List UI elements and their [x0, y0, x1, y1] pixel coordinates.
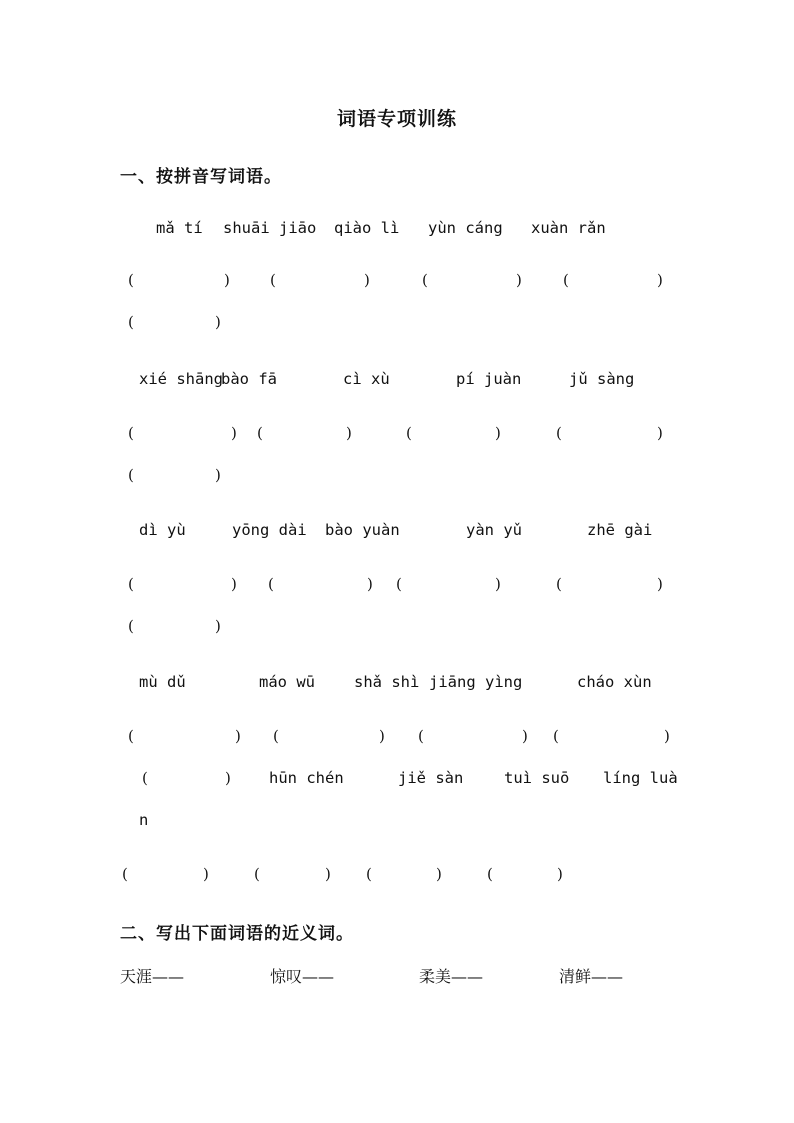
close-paren: ): [364, 271, 370, 289]
open-paren: (: [128, 424, 134, 442]
open-paren: (: [128, 617, 134, 635]
pinyin-item: cì xù: [343, 370, 390, 388]
close-paren: ): [664, 727, 670, 745]
open-paren: (: [257, 424, 263, 442]
answer-row-1b: [0, 313, 794, 337]
open-paren: (: [142, 769, 148, 787]
answer-row-5: [0, 865, 794, 889]
open-paren: (: [556, 575, 562, 593]
pinyin-row-5-wrap: [0, 811, 794, 835]
open-paren: (: [128, 727, 134, 745]
pinyin-row-5: [0, 769, 794, 793]
pinyin-item: yàn yǔ: [466, 521, 522, 539]
close-paren: ): [225, 769, 231, 787]
open-paren: (: [487, 865, 493, 883]
synonym-word: 柔美——: [419, 967, 484, 986]
pinyin-item: bào fā: [221, 370, 277, 388]
open-paren: (: [273, 727, 279, 745]
close-paren: ): [346, 424, 352, 442]
pinyin-item: cháo xùn: [577, 673, 652, 691]
pinyin-item: xié shāng: [139, 370, 223, 388]
open-paren: (: [128, 466, 134, 484]
close-paren: ): [495, 424, 501, 442]
open-paren: (: [128, 313, 134, 331]
close-paren: ): [495, 575, 501, 593]
pinyin-item: mǎ tí: [156, 219, 203, 237]
open-paren: (: [254, 865, 260, 883]
answer-row-4a: [0, 727, 794, 751]
pinyin-item: tuì suō: [504, 769, 570, 787]
open-paren: (: [563, 271, 569, 289]
open-paren: (: [270, 271, 276, 289]
pinyin-item: qiào lì: [334, 219, 400, 237]
close-paren: ): [367, 575, 373, 593]
close-paren: ): [522, 727, 528, 745]
pinyin-item: shǎ shì: [354, 673, 420, 691]
open-paren: (: [406, 424, 412, 442]
close-paren: ): [224, 271, 230, 289]
close-paren: ): [231, 424, 237, 442]
pinyin-item: zhē gài: [587, 521, 653, 539]
synonym-row: [0, 964, 794, 988]
section1-heading: 一、按拼音写词语。: [120, 167, 282, 187]
open-paren: (: [366, 865, 372, 883]
pinyin-item: dì yù: [139, 521, 186, 539]
pinyin-item: líng luà: [603, 769, 678, 787]
close-paren: ): [557, 865, 563, 883]
open-paren: (: [553, 727, 559, 745]
open-paren: (: [122, 865, 128, 883]
pinyin-row-3: [0, 521, 794, 545]
pinyin-item: hūn chén: [269, 769, 344, 787]
pinyin-item: jiāng yìng: [429, 673, 523, 691]
open-paren: (: [556, 424, 562, 442]
close-paren: ): [203, 865, 209, 883]
pinyin-item: jiě sàn: [398, 769, 464, 787]
pinyin-item: yùn cáng: [428, 219, 503, 237]
close-paren: ): [325, 865, 331, 883]
close-paren: ): [215, 617, 221, 635]
open-paren: (: [422, 271, 428, 289]
section2-heading: 二、写出下面词语的近义词。: [120, 924, 354, 944]
answer-row-3a: [0, 575, 794, 599]
open-paren: (: [396, 575, 402, 593]
answer-row-2b: [0, 466, 794, 490]
synonym-word: 清鲜——: [559, 967, 624, 986]
page-title: 词语专项训练: [336, 108, 457, 130]
pinyin-item: n: [139, 811, 149, 829]
pinyin-item: yōng dài: [232, 521, 307, 539]
close-paren: ): [215, 466, 221, 484]
open-paren: (: [128, 575, 134, 593]
close-paren: ): [379, 727, 385, 745]
pinyin-row-2: [0, 370, 794, 394]
open-paren: (: [418, 727, 424, 745]
answer-row-1a: [0, 271, 794, 295]
pinyin-item: shuāi jiāo: [223, 219, 317, 237]
close-paren: ): [235, 727, 241, 745]
answer-row-3b: [0, 617, 794, 641]
pinyin-item: mù dǔ: [139, 673, 186, 691]
open-paren: (: [268, 575, 274, 593]
pinyin-item: máo wū: [259, 673, 315, 691]
close-paren: ): [231, 575, 237, 593]
answer-row-2a: [0, 424, 794, 448]
pinyin-item: bào yuàn: [325, 521, 400, 539]
close-paren: ): [657, 424, 663, 442]
close-paren: ): [516, 271, 522, 289]
pinyin-item: xuàn rǎn: [531, 219, 606, 237]
open-paren: (: [128, 271, 134, 289]
synonym-word: 天涯——: [120, 967, 185, 986]
close-paren: ): [215, 313, 221, 331]
pinyin-row-4: [0, 673, 794, 697]
close-paren: ): [436, 865, 442, 883]
pinyin-row-1: [0, 219, 794, 243]
synonym-word: 惊叹——: [270, 967, 335, 986]
close-paren: ): [657, 575, 663, 593]
close-paren: ): [657, 271, 663, 289]
pinyin-item: pí juàn: [456, 370, 522, 388]
pinyin-item: jǔ sàng: [569, 370, 635, 388]
